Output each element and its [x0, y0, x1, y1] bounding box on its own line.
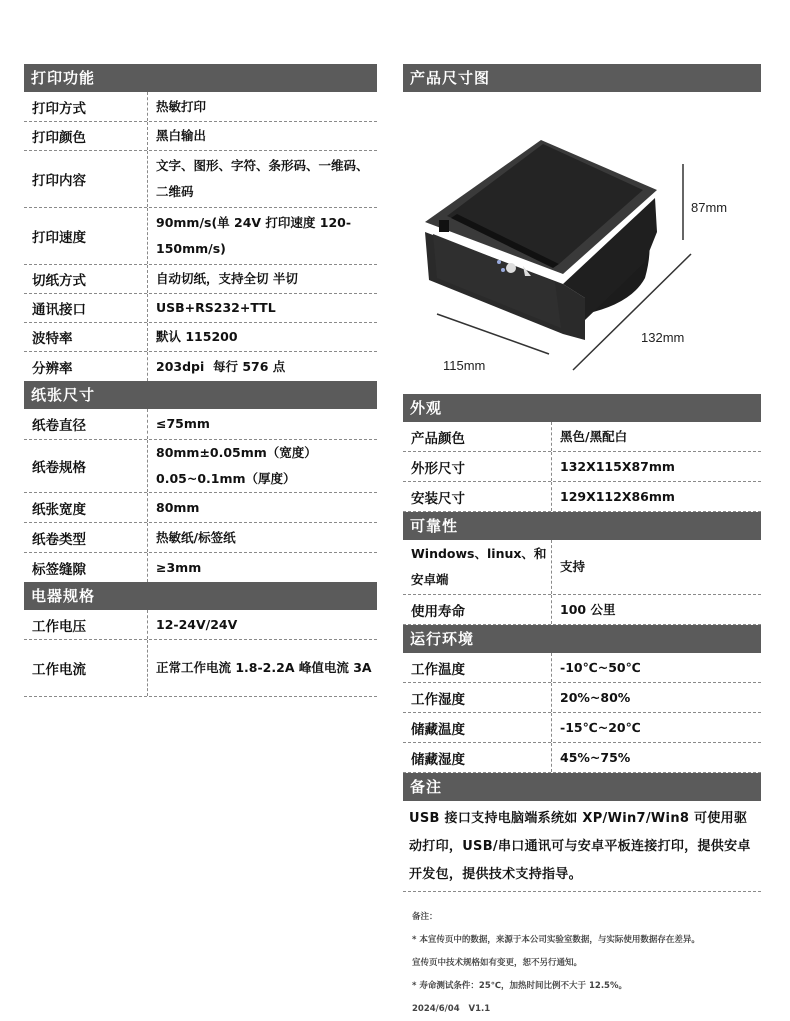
spec-row: [24, 440, 377, 493]
spec-row: [403, 452, 761, 482]
spec-label: 纸卷直径: [24, 409, 148, 439]
feed-button-icon: [506, 263, 516, 273]
spec-label: 标签缝隙: [24, 553, 148, 582]
spec-value: 黑白输出: [156, 128, 207, 143]
spec-label: 纸张宽度: [24, 493, 148, 522]
spec-row: [24, 352, 377, 381]
dimension-section-title: 产品尺寸图: [403, 64, 761, 92]
spec-row: [24, 92, 377, 122]
spec-row: [403, 653, 761, 683]
spec-row: [403, 540, 761, 595]
spec-label: 安装尺寸: [403, 482, 552, 511]
spec-label: 波特率: [24, 323, 148, 351]
spec-label: 纸卷规格: [24, 440, 148, 492]
spec-label: 切纸方式: [24, 265, 148, 293]
spec-value: 默认 115200: [156, 329, 238, 344]
spec-row: [24, 294, 377, 323]
spec-row: [24, 208, 377, 265]
spec-row: [24, 610, 377, 640]
spec-row: [403, 595, 761, 625]
spec-row: [24, 523, 377, 553]
spec-row: [403, 683, 761, 713]
spec-value: 45%~75%: [560, 749, 631, 765]
version-date: 2024/6/04 V1.1: [412, 1004, 491, 1014]
spec-value: -15℃~20℃: [560, 719, 641, 735]
print-section-title: 打印功能: [24, 64, 377, 92]
spec-label: 打印颜色: [24, 122, 148, 150]
height-dimension-label: 87mm: [691, 200, 728, 215]
spec-value: 热敏纸/标签纸: [156, 529, 236, 545]
spec-label: 工作温度: [403, 653, 552, 682]
spec-value: 80mm±0.05mm（宽度）0.05~0.1mm（厚度）: [156, 445, 317, 486]
spec-row: [403, 422, 761, 452]
spec-row: [24, 151, 377, 208]
spec-row: [403, 482, 761, 512]
spec-value: 132X115X87mm: [560, 458, 675, 474]
spec-label: 分辨率: [24, 352, 148, 381]
spec-value: 黑色/黑配白: [560, 428, 628, 444]
spec-value: 自动切纸，支持全切 半切: [156, 271, 298, 286]
spec-label: 纸卷类型: [24, 523, 148, 552]
spec-value: 文字、图形、字符、条形码、一维码、二维码: [156, 158, 369, 199]
spec-label: 储藏温度: [403, 713, 552, 742]
spec-value: 90mm/s(单 24V 打印速度 120-150mm/s): [156, 215, 352, 256]
footnote-line: 宣传页中技术规格如有变更，恕不另行通知。: [412, 958, 583, 968]
width-dimension-label: 115mm: [443, 358, 486, 373]
spec-value: -10℃~50℃: [560, 659, 641, 675]
appearance-section-title: 外观: [403, 394, 761, 422]
spec-value: 100 公里: [560, 601, 616, 617]
status-led-icon: [497, 260, 501, 264]
spec-label: 打印速度: [24, 208, 148, 264]
spec-row: [403, 713, 761, 743]
spec-value: USB+RS232+TTL: [156, 300, 276, 315]
spec-row: [24, 265, 377, 294]
spec-label: 工作电流: [24, 640, 148, 696]
printer-illustration: [403, 92, 761, 394]
spec-value: 203dpi 每行 576 点: [156, 358, 286, 374]
spec-row: [24, 640, 377, 697]
spec-label: 通讯接口: [24, 294, 148, 322]
spec-value: 80mm: [156, 499, 200, 515]
left-column: [24, 64, 377, 697]
spec-row: [24, 493, 377, 523]
spec-label: 产品颜色: [403, 422, 552, 451]
spec-row: [24, 409, 377, 440]
spec-value: ≥3mm: [156, 559, 202, 575]
spec-value: 正常工作电流 1.8-2.2A 峰值电流 3A: [156, 660, 372, 675]
status-led-icon: [501, 268, 505, 272]
footnote-line: * 寿命测试条件：25℃，加热时间比例不大于 12.5%。: [412, 981, 627, 991]
spec-row: [24, 323, 377, 352]
footnote-line: * 本宣传页中的数据，来源于本公司实验室数据，与实际使用数据存在差异。: [412, 935, 700, 945]
dimension-drawing: [403, 92, 761, 394]
spec-value: 12-24V/24V: [156, 616, 238, 632]
reliability-section-title: 可靠性: [403, 512, 761, 540]
spec-label: 储藏湿度: [403, 743, 552, 772]
spec-label: 工作电压: [24, 610, 148, 639]
electrical-section-title: 电器规格: [24, 582, 377, 610]
right-column: [403, 64, 761, 1021]
spec-label: 工作湿度: [403, 683, 552, 712]
spec-row: [24, 122, 377, 151]
spec-label: 打印方式: [24, 92, 148, 121]
paper-section-title: 纸张尺寸: [24, 381, 377, 409]
spec-label: 使用寿命: [403, 595, 552, 624]
footnote-heading: 备注：: [412, 912, 438, 922]
depth-dimension-label: 132mm: [641, 330, 685, 345]
spec-value: 129X112X86mm: [560, 488, 675, 504]
spec-label: Windows、linux、和安卓端: [403, 540, 552, 594]
spec-row: [403, 743, 761, 773]
footnotes: [403, 892, 761, 1021]
remarks-body: USB 接口支持电脑端系统如 XP/Win7/Win8 可使用驱动打印，USB/串口通讯可与安卓平板连接打印，提供安卓开发包，提供技术支持指导。: [403, 801, 761, 892]
spec-value: 20%~80%: [560, 689, 631, 705]
spec-value: ≤75mm: [156, 416, 210, 431]
printer-latch: [439, 220, 449, 232]
spec-label: 打印内容: [24, 151, 148, 207]
environment-section-title: 运行环境: [403, 625, 761, 653]
spec-value: 支持: [560, 559, 586, 574]
remarks-section-title: 备注: [403, 773, 761, 801]
spec-row: [24, 553, 377, 582]
spec-label: 外形尺寸: [403, 452, 552, 481]
spec-value: 热敏打印: [156, 98, 207, 114]
